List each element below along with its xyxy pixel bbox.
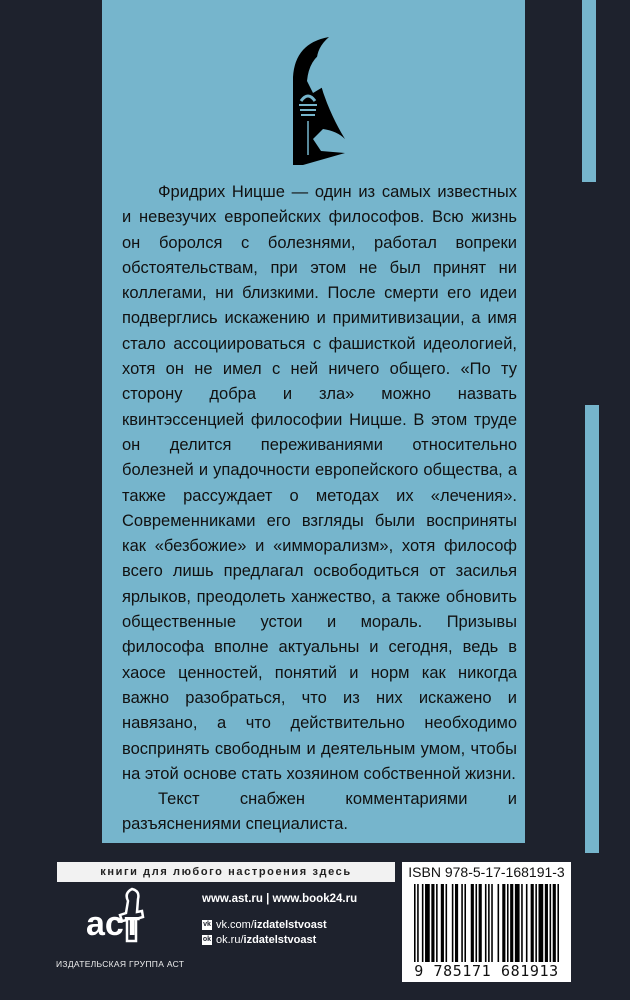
barcode-bar: [502, 884, 505, 962]
series-emblem-icon: [283, 35, 353, 165]
barcode-bar: [475, 884, 477, 962]
decorative-strip-top: [582, 0, 596, 182]
barcode-bar: [461, 884, 463, 962]
ok-prefix: ok.ru/: [216, 934, 244, 946]
barcode-bar: [471, 884, 474, 962]
barcode-bar: [557, 884, 559, 962]
barcode-bar: [464, 884, 466, 962]
vk-icon: vk: [203, 921, 211, 928]
barcode-bar: [515, 884, 520, 962]
barcode: [408, 884, 565, 964]
isbn-block: [402, 862, 571, 982]
description-paragraph-main: Фридрих Ницше — один из самых известных и невезучих европейских философов. Всю жизнь он боролся с болезнями, работал вопреки обстоятельствам, при этом не был принят ни коллегами, ни близкими. После смерти его идеи подверглись искажению и примитивизации, а имя стало ассоциироваться с фашисткой идеологией, хотя он не имел с ней ничего общего. «По ту сторону добра и зла» можно назвать квинтэссенцией философии Ницше. В этом труде он делится переживаниями относительно болезней и упадочности европейского общества, а также рассуждает о методах их «лечения». Современниками его взгляды были восприняты как «безбожие» и «имморализм», хотя философ всего лишь предлагал освободиться от засилья ярлыков, преодолеть ханжество, а также обновить общественные устои и мораль. Призывы философа вполне актуальны и сегодня, ведь в хаосе ценностей, понятий и норм как никогда важно разобраться, что из них искажено и навязано, а что действительно необходимо воспринять свободным и деятельным умом, чтобы на этой основе стать хозяином собственной жизни.: [122, 183, 517, 783]
barcode-bar: [507, 884, 509, 962]
description-paragraph-note: Текст снабжен комментариями и разъяснениями специалиста.: [122, 790, 517, 834]
isbn-number: ISBN 978-5-17-168191-3: [408, 864, 565, 880]
series-tagline: книги для любого настроения здесь: [57, 862, 395, 882]
vk-link[interactable]: [202, 919, 327, 931]
book-description: [122, 180, 517, 838]
barcode-bar: [436, 884, 438, 962]
barcode-bar: [539, 884, 544, 962]
barcode-bar: [553, 884, 556, 962]
barcode-bar: [446, 884, 448, 962]
barcode-bar: [545, 884, 548, 962]
barcode-bar: [488, 884, 490, 962]
barcode-digits: 9 785171 681913: [414, 962, 559, 980]
barcode-bar: [422, 884, 424, 962]
barcode-bar: [425, 884, 430, 962]
barcode-bar: [510, 884, 513, 962]
barcode-bar: [441, 884, 444, 962]
ast-logo-text: аст: [86, 905, 141, 943]
decorative-strip-bottom: [585, 405, 599, 853]
barcode-bar: [452, 884, 454, 962]
barcode-bar: [414, 884, 416, 962]
barcode-bar: [521, 884, 523, 962]
ok-handle: izdatelstvoast: [243, 934, 317, 946]
barcode-bar: [531, 884, 534, 962]
barcode-bar: [431, 884, 434, 962]
barcode-bar: [535, 884, 537, 962]
barcode-bar: [479, 884, 482, 962]
barcode-bar: [417, 884, 419, 962]
ok-link[interactable]: [202, 934, 316, 946]
vk-handle: izdatelstvoast: [253, 919, 327, 931]
ok-icon: ok: [202, 936, 212, 943]
publisher-imprint: ИЗДАТЕЛЬСКАЯ ГРУППА АСТ: [56, 959, 185, 969]
ast-logo: [80, 887, 160, 945]
vk-prefix: vk.com/: [216, 919, 254, 931]
barcode-bar: [550, 884, 552, 962]
publisher-websites[interactable]: www.ast.ru | www.book24.ru: [202, 893, 358, 905]
barcode-bar: [498, 884, 500, 962]
barcode-bar: [485, 884, 487, 962]
barcode-bar: [491, 884, 493, 962]
barcode-bar: [455, 884, 458, 962]
barcode-bar: [526, 884, 528, 962]
